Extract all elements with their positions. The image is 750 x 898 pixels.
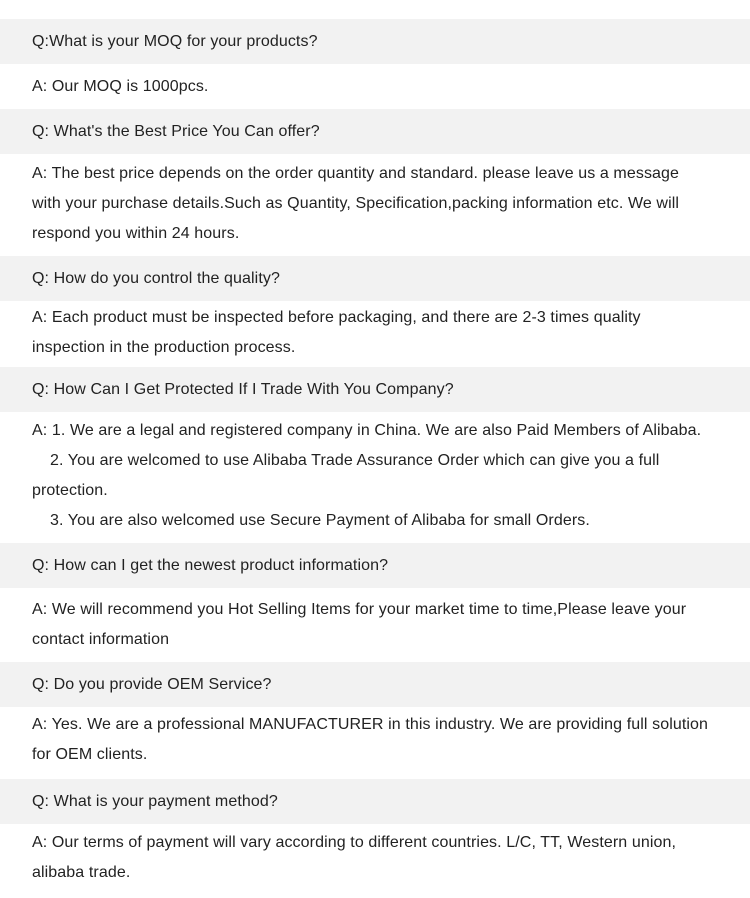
question-text: Q: How do you control the quality? (32, 270, 280, 287)
faq-question (0, 256, 750, 301)
answer-line: respond you within 24 hours. (32, 225, 240, 242)
answer-line: A: Yes. We are a professional MANUFACTURER in this industry. We are providing full solution (32, 716, 709, 733)
question-text: Q: What is your payment method? (32, 793, 278, 810)
faq-answer (0, 824, 750, 898)
faq-answer (0, 588, 750, 662)
faq-answer (0, 154, 750, 256)
answer-line: alibaba trade. (32, 864, 131, 881)
answer-line: 2. You are welcomed to use Alibaba Trade Assurance Order which can give you a full (50, 452, 660, 469)
answer-line: A: The best price depends on the order quantity and standard. please leave us a message (32, 165, 680, 182)
faq-answer (0, 301, 750, 367)
answer-line: contact information (32, 631, 170, 648)
faq-answer (0, 64, 750, 109)
question-text: Q: Do you provide OEM Service? (32, 676, 272, 693)
answer-line: A: Our terms of payment will vary according to different countries. L/C, TT, Western union, (32, 834, 677, 851)
faq-question (0, 109, 750, 154)
answer-line: inspection in the production process. (32, 339, 296, 356)
faq-answer (0, 412, 750, 543)
answer-line: A: Our MOQ is 1000pcs. (32, 78, 209, 95)
faq-question (0, 779, 750, 824)
answer-line: for OEM clients. (32, 746, 148, 763)
faq-question (0, 367, 750, 412)
faq-question (0, 19, 750, 64)
answer-line: A: 1. We are a legal and registered company in China. We are also Paid Members of Alibaba. (32, 422, 702, 439)
answer-line: A: Each product must be inspected before packaging, and there are 2-3 times quality (32, 309, 641, 326)
faq-question (0, 543, 750, 588)
answer-line: with your purchase details.Such as Quantity, Specification,packing information etc. We will (32, 195, 680, 212)
answer-line: protection. (32, 482, 108, 499)
faq-answer (0, 707, 750, 779)
question-text: Q: What's the Best Price You Can offer? (32, 123, 320, 140)
question-text: Q:What is your MOQ for your products? (32, 33, 318, 50)
question-text: Q: How can I get the newest product information? (32, 557, 389, 574)
answer-line: A: We will recommend you Hot Selling Items for your market time to time,Please leave your (32, 601, 687, 618)
answer-line: 3. You are also welcomed use Secure Payment of Alibaba for small Orders. (50, 512, 590, 529)
faq-question (0, 662, 750, 707)
question-text: Q: How Can I Get Protected If I Trade With You Company? (32, 381, 454, 398)
